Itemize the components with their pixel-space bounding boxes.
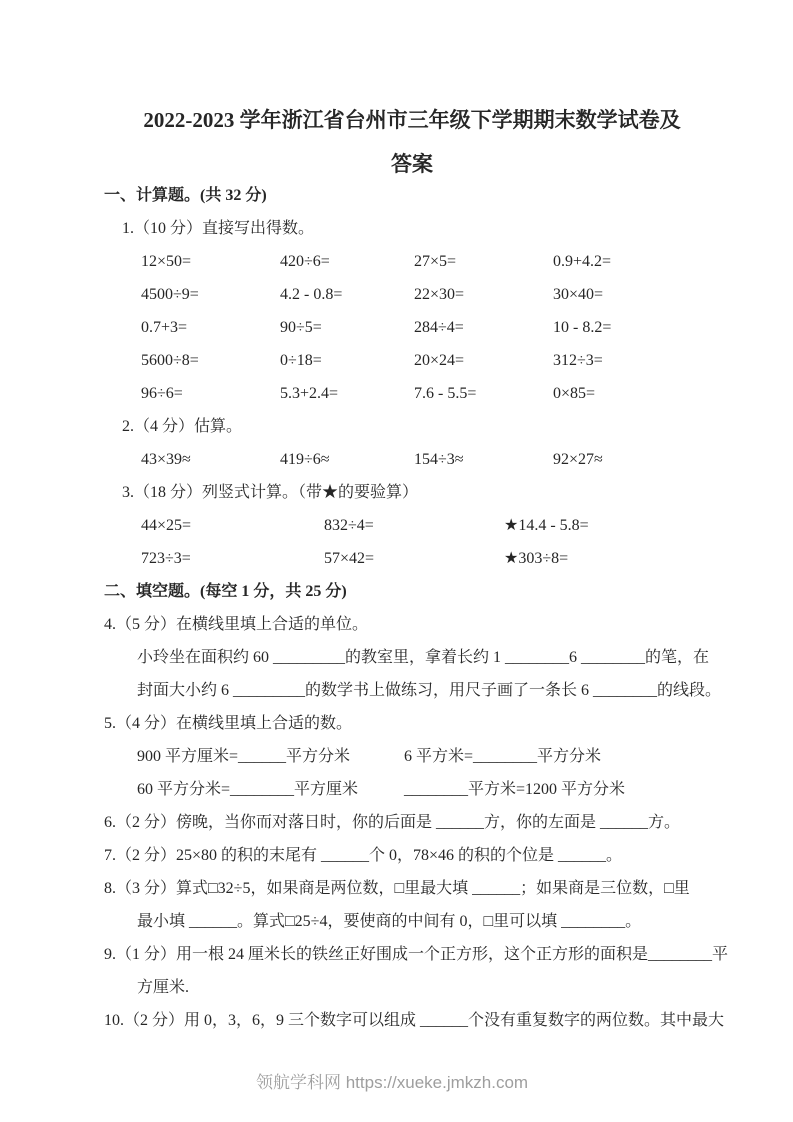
question-1-row-1 [104, 245, 720, 278]
question-2-label: 2.（4 分）估算。 [122, 418, 243, 435]
footer-watermark: 领航学科网 https://xueke.jmkzh.com [256, 1073, 529, 1092]
vertical-calc-problem: 723÷3= [141, 550, 191, 567]
estimate-problem: 43×39≈ [141, 451, 191, 468]
question-2-row [104, 443, 720, 476]
calc-problem: 30×40= [553, 286, 604, 303]
calc-problem: 0.7+3= [141, 319, 188, 336]
calc-problem: 0×85= [553, 385, 596, 402]
calc-problem: 4.2 - 0.8= [280, 286, 343, 303]
question-1-row-4 [104, 344, 720, 377]
question-4-line-2: 封面大小约 6 _________的数学书上做练习，用尺子画了一条长 6 ________的线段。 [137, 682, 722, 699]
question-5-row-1 [104, 740, 720, 773]
fill-blank-conversion: ________平方米=1200 平方分米 [404, 781, 626, 798]
calc-problem: 312÷3= [553, 352, 603, 369]
vertical-calc-problem: 57×42= [324, 550, 375, 567]
vertical-calc-problem: ★14.4 - 5.8= [504, 517, 589, 534]
calc-problem: 10 - 8.2= [553, 319, 612, 336]
calc-problem: 27×5= [414, 253, 457, 270]
estimate-problem: 419÷6≈ [280, 451, 330, 468]
question-4-label: 4.（5 分）在横线里填上合适的单位。 [104, 616, 369, 633]
question-5-row-2 [104, 773, 720, 806]
question-9-line-1: 9.（1 分）用一根 24 厘米长的铁丝正好围成一个正方形，这个正方形的面积是________平 [104, 946, 729, 963]
question-8-line-1: 8.（3 分）算式□32÷5，如果商是两位数，□里最大填 ______；如果商是三位数，□里 [104, 880, 690, 897]
calc-problem: 90÷5= [280, 319, 322, 336]
question-1-row-3 [104, 311, 720, 344]
calc-problem: 96÷6= [141, 385, 183, 402]
calc-problem: 22×30= [414, 286, 465, 303]
calc-problem: 420÷6= [280, 253, 330, 270]
question-1-row-2 [104, 278, 720, 311]
calc-problem: 4500÷9= [141, 286, 199, 303]
estimate-problem: 92×27≈ [553, 451, 603, 468]
question-4-line-1: 小玲坐在面积约 60 _________的教室里，拿着长约 1 ________6 ________的笔，在 [137, 649, 710, 666]
exam-content [104, 98, 729, 1037]
estimate-problem: 154÷3≈ [414, 451, 464, 468]
page-title-line-2: 答案 [391, 152, 433, 176]
calc-problem: 7.6 - 5.5= [414, 385, 477, 402]
calc-problem: 5600÷8= [141, 352, 199, 369]
question-3-row-1 [104, 509, 720, 542]
calc-problem: 0÷18= [280, 352, 322, 369]
calc-problem: 284÷4= [414, 319, 464, 336]
question-7-text: 7.（2 分）25×80 的积的末尾有 ______个 0，78×46 的积的个位是 ______。 [104, 847, 623, 864]
calc-problem: 0.9+4.2= [553, 253, 612, 270]
section-2-heading: 二、填空题。(每空 1 分，共 25 分) [104, 583, 347, 600]
fill-blank-conversion: 900 平方厘米=______平方分米 [137, 748, 351, 765]
calc-problem: 5.3+2.4= [280, 385, 339, 402]
question-3-label: 3.（18 分）列竖式计算。（带★的要验算） [122, 484, 419, 501]
question-10-line-1: 10.（2 分）用 0，3，6，9 三个数字可以组成 ______个没有重复数字的两位数。其中最大 [104, 1012, 725, 1029]
fill-blank-conversion: 6 平方米=________平方分米 [404, 748, 602, 765]
question-5-label: 5.（4 分）在横线里填上合适的数。 [104, 715, 353, 732]
question-6-text: 6.（2 分）傍晚，当你而对落日时，你的后面是 ______方，你的左面是 ______方。 [104, 814, 681, 831]
question-1-row-5 [104, 377, 720, 410]
calc-problem: 20×24= [414, 352, 465, 369]
calc-problem: 12×50= [141, 253, 192, 270]
vertical-calc-problem: ★303÷8= [504, 550, 569, 567]
section-1-heading: 一、计算题。(共 32 分) [104, 187, 267, 204]
question-9-line-2: 方厘米. [137, 979, 190, 996]
question-8-line-2: 最小填 ______。算式□25÷4，要使商的中间有 0，□里可以填 ________。 [137, 913, 642, 930]
vertical-calc-problem: 44×25= [141, 517, 192, 534]
question-3-row-2 [104, 542, 720, 575]
page-title-line-1: 2022-2023 学年浙江省台州市三年级下学期期末数学试卷及 [143, 108, 681, 132]
vertical-calc-problem: 832÷4= [324, 517, 374, 534]
question-1-label: 1.（10 分）直接写出得数。 [122, 220, 315, 237]
fill-blank-conversion: 60 平方分米=________平方厘米 [137, 781, 359, 798]
